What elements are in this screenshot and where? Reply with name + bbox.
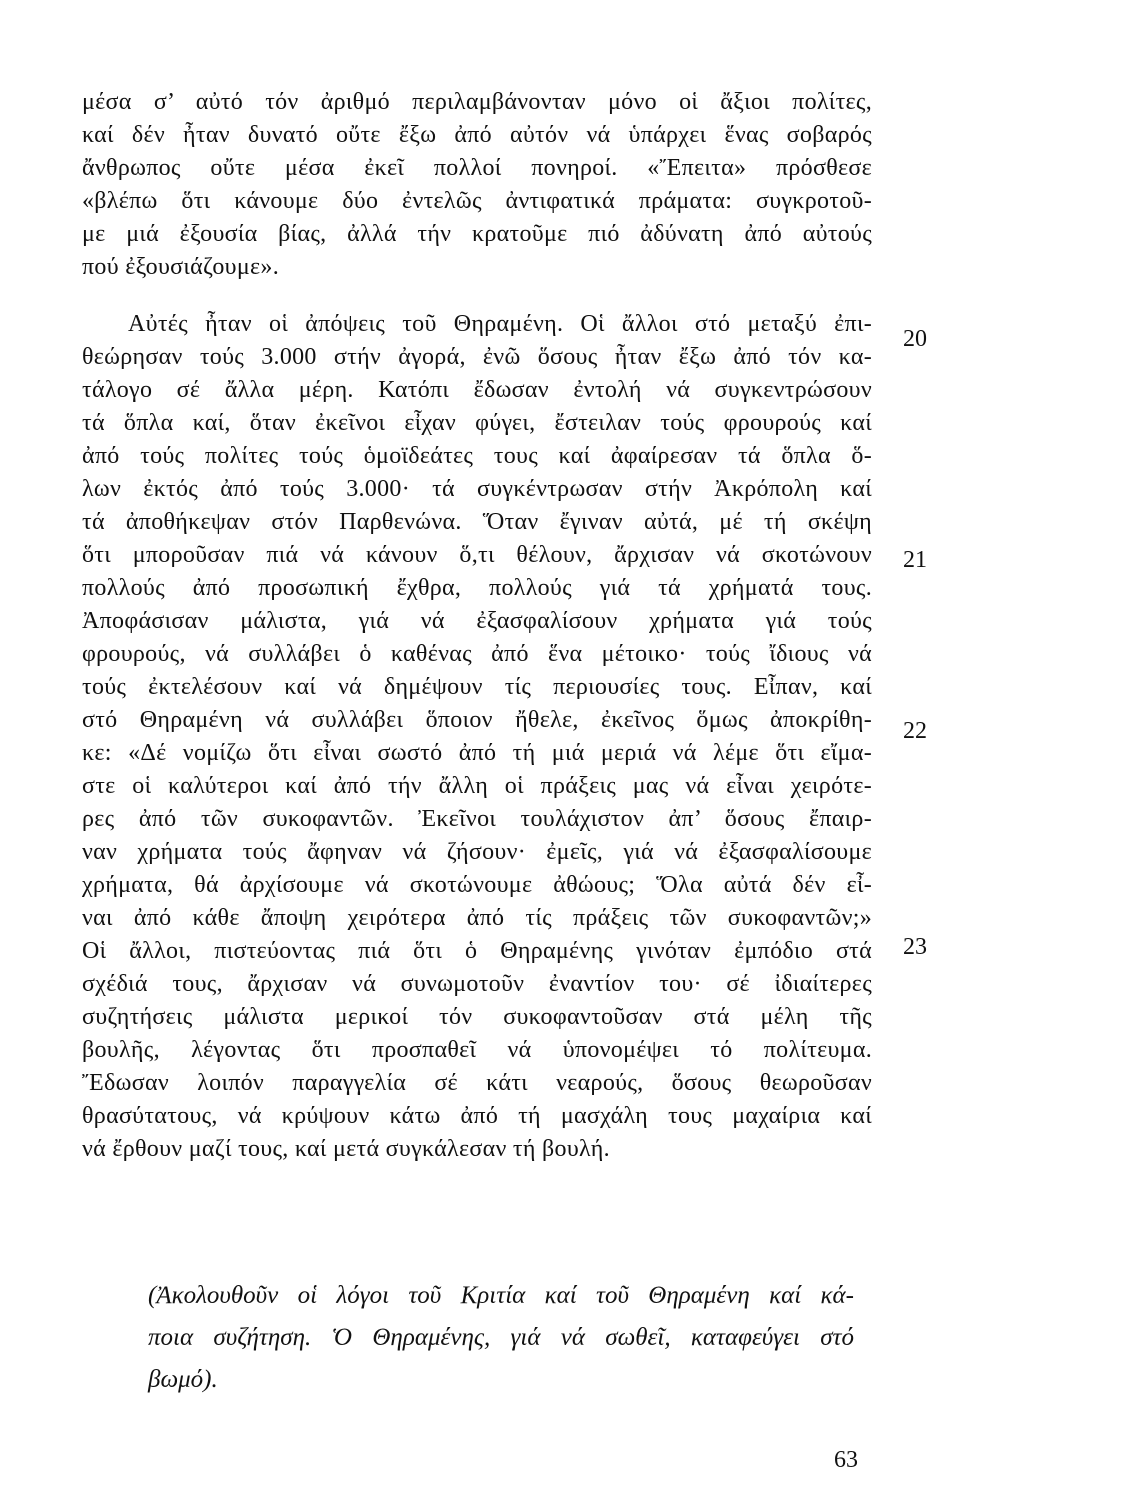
text-line: θρασύτατους, νά κρύψουν κάτω ἀπό τή μασχάλη τους μαχαίρια καί (82, 1103, 872, 1129)
text-line: βουλῆς, λέγοντας ὅτι προσπαθεῖ νά ὑπονομέψει τό πολίτευμα. (82, 1037, 872, 1063)
text-line: με μιά ἐξουσία βίας, ἀλλά τήν κρατοῦμε πιό ἀδύνατη ἀπό αὐτούς (82, 221, 872, 247)
text-line: Ἔδωσαν λοιπόν παραγγελία σέ κάτι νεαρούς, ὅσους θεωροῦσαν (82, 1070, 872, 1096)
text-line: στε οἱ καλύτεροι καί ἀπό τήν ἄλλη οἱ πράξεις μας νά εἶναι χειρότε- (82, 773, 872, 799)
text-line: πολλούς ἀπό προσωπική ἔχθρα, πολλούς γιά τά χρήματά τους. (82, 575, 872, 601)
text-line: τούς ἐκτελέσουν καί νά δημέψουν τίς περιουσίες τους. Εἶπαν, καί (82, 674, 872, 700)
section-number: 22 (903, 718, 927, 744)
text-line: «βλέπω ὅτι κάνουμε δύο ἐντελῶς ἀντιφατικά πράματα: συγκροτοῦ- (82, 188, 872, 214)
text-line: συζητήσεις μάλιστα μερικοί τόν συκοφαντοῦσαν στά μέλη τῆς (82, 1004, 872, 1030)
section-number: 20 (903, 326, 927, 352)
page-number: 63 (834, 1447, 858, 1473)
section-number: 21 (903, 547, 927, 573)
text-line: ρες ἀπό τῶν συκοφαντῶν. Ἐκεῖνοι τουλάχιστον ἀπ’ ὅσους ἔπαιρ- (82, 806, 872, 832)
text-line: λων ἐκτός ἀπό τούς 3.000· τά συγκέντρωσαν στήν Ἀκρόπολη καί (82, 476, 872, 502)
text-line: τά ἀποθήκεψαν στόν Παρθενώνα. Ὅταν ἔγιναν αὐτά, μέ τή σκέψη (82, 509, 872, 535)
text-line: Ἀποφάσισαν μάλιστα, γιά νά ἐξασφαλίσουν χρήματα γιά τούς (82, 608, 872, 634)
text-line: μέσα σ’ αὐτό τόν ἀριθμό περιλαμβάνονταν μόνο οἱ ἄξιοι πολίτες, (82, 89, 872, 115)
text-line: ναν χρήματα τούς ἄφηναν νά ζήσουν· ἐμεῖς, γιά νά ἐξασφαλίσουμε (82, 839, 872, 865)
text-line: ἄνθρωπος οὔτε μέσα ἐκεῖ πολλοί πονηροί. «Ἔπειτα» πρόσθεσε (82, 155, 872, 181)
text-line: κε: «Δέ νομίζω ὅτι εἶναι σωστό ἀπό τή μιά μεριά νά λέμε ὅτι εἴμα- (82, 740, 872, 766)
text-line: Αὐτές ἦταν οἱ ἀπόψεις τοῦ Θηραμένη. Οἱ ἄλλοι στό μεταξύ ἐπι- (128, 311, 872, 337)
text-line: Οἱ ἄλλοι, πιστεύοντας πιά ὅτι ὁ Θηραμένης γινόταν ἐμπόδιο στά (82, 938, 872, 964)
text-line: ὅτι μποροῦσαν πιά νά κάνουν ὅ,τι θέλουν, ἄρχισαν νά σκοτώνουν (82, 542, 872, 568)
text-line: σχέδιά τους, ἄρχισαν νά συνωμοτοῦν ἐναντίον του· σέ ἰδιαίτερες (82, 971, 872, 997)
text-line: τάλογο σέ ἄλλα μέρη. Κατόπι ἔδωσαν ἐντολή νά συγκεντρώσουν (82, 377, 872, 403)
text-line: φρουρούς, νά συλλάβει ὁ καθένας ἀπό ἕνα μέτοικο· τούς ἴδιους νά (82, 641, 872, 667)
text-line: τά ὅπλα καί, ὅταν ἐκεῖνοι εἶχαν φύγει, ἔστειλαν τούς φρουρούς καί (82, 410, 872, 436)
text-line: νά ἔρθουν μαζί τους, καί μετά συγκάλεσαν τή βουλή. (82, 1136, 610, 1162)
text-line: ναι ἀπό κάθε ἄποψη χειρότερα ἀπό τίς πράξεις τῶν συκοφαντῶν;» (82, 905, 872, 931)
italic-note-line: βωμό). (148, 1366, 218, 1393)
text-line: ἀπό τούς πολίτες τούς ὁμοϊδεάτες τους καί ἀφαίρεσαν τά ὅπλα ὅ- (82, 443, 872, 469)
text-line: στό Θηραμένη νά συλλάβει ὅποιον ἤθελε, ἐκεῖνος ὅμως ἀποκρίθη- (82, 707, 872, 733)
text-line: θεώρησαν τούς 3.000 στήν ἀγορά, ἐνῶ ὅσους ἦταν ἔξω ἀπό τόν κα- (82, 344, 872, 370)
text-line: πού ἐξουσιάζουμε». (82, 254, 280, 280)
text-line: χρήματα, θά ἀρχίσουμε νά σκοτώνουμε ἀθώους; Ὅλα αὐτά δέν εἶ- (82, 872, 872, 898)
section-number: 23 (903, 934, 927, 960)
italic-note-line: ποια συζήτηση. Ὁ Θηραμένης, γιά νά σωθεῖ, καταφεύγει στό (148, 1324, 854, 1351)
text-line: καί δέν ἦταν δυνατό οὔτε ἔξω ἀπό αὐτόν νά ὑπάρχει ἕνας σοβαρός (82, 122, 872, 148)
italic-note-line: (Ἀκολουθοῦν οἱ λόγοι τοῦ Κριτία καί τοῦ Θηραμένη καί κά- (148, 1282, 854, 1309)
